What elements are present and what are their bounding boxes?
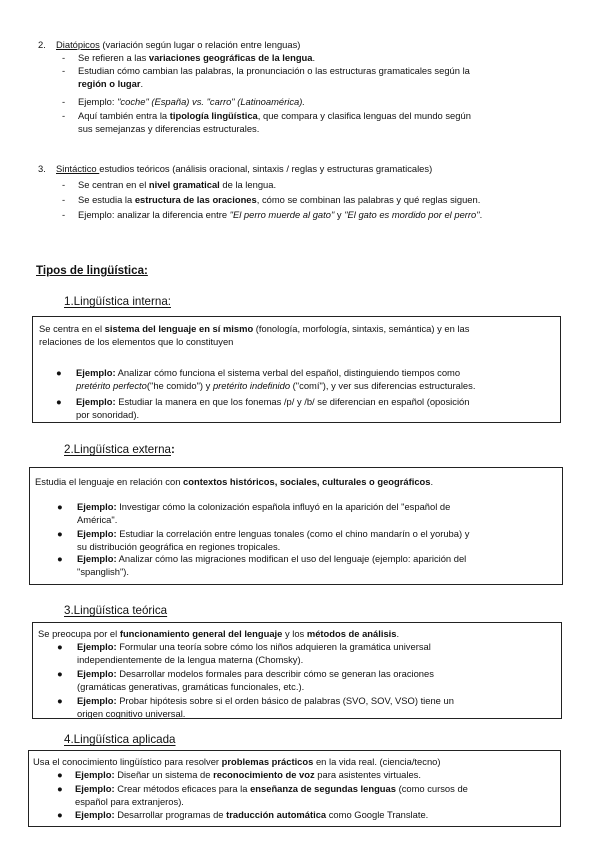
section-heading-interna: 1.Lingüística interna: — [64, 295, 171, 308]
section-box-teorica — [32, 622, 562, 719]
example-item: Ejemplo: Analizar cómo las migraciones modifican el uso del lenguaje (ejemplo: aparición del "spanglish"). — [77, 553, 467, 577]
example-item: Ejemplo: Estudiar la manera en que los fonemas /p/ y /b/ se diferencian en español (oposición por sonoridad). — [76, 396, 470, 420]
list-item-heading: Sintáctico estudios teóricos (análisis oracional, sintaxis / reglas y estructuras gramaticales) — [56, 163, 433, 174]
bullet-icon: ● — [57, 668, 63, 679]
section-intro: Estudia el lenguaje en relación con contextos históricos, sociales, culturales o geográficos. — [35, 476, 434, 487]
list-number: 3. — [38, 163, 46, 174]
example-item: Ejemplo: Analizar cómo funciona el sistema verbal del español, distinguiendo tiempos como pretérito perfecto("he comido") y pretérito indefinido ("comí"), y ver sus diferencias estructurales. — [76, 367, 476, 391]
list-item-heading: Diatópicos (variación según lugar o relación entre lenguas) — [56, 39, 301, 50]
example-item: Ejemplo: Investigar cómo la colonización española influyó en la aparición del "español de América". — [77, 501, 451, 525]
bullet-icon: ● — [57, 553, 63, 564]
section-intro: Se centra en el sistema del lenguaje en sí mismo (fonología, morfología, sintaxis, semántica) y en las relaciones de los elementos que lo constituyen — [39, 323, 470, 347]
section-heading-externa: 2.Lingüística externa: — [64, 443, 175, 456]
list-number: 2. — [38, 39, 46, 50]
bullet-icon: ● — [56, 396, 62, 407]
example-item: Ejemplo: Estudiar la correlación entre lenguas tonales (como el chino mandarín o el yoruba) y su distribución geográfica en regiones tropicales. — [77, 528, 470, 552]
example-item: Ejemplo: Desarrollar programas de traducción automática como Google Translate. — [75, 809, 429, 820]
bullet-icon: ● — [57, 783, 63, 794]
bullet-icon: ● — [57, 641, 63, 652]
bullet-icon: ● — [57, 809, 63, 820]
example-item: Ejemplo: Crear métodos eficaces para la enseñanza de segundas lenguas (como cursos de español para extranjeros). — [75, 783, 468, 807]
section-heading-aplicada: 4.Lingüística aplicada — [64, 733, 176, 746]
bullet-icon: ● — [57, 695, 63, 706]
section-intro: Se preocupa por el funcionamiento general del lenguaje y los métodos de análisis. — [38, 628, 400, 639]
bullet-icon: ● — [57, 769, 63, 780]
section-heading-teorica: 3.Lingüística teórica — [64, 604, 168, 617]
bullet-icon: ● — [57, 528, 63, 539]
example-item: Ejemplo: Diseñar un sistema de reconocimiento de voz para asistentes virtuales. — [75, 769, 421, 780]
section-box-aplicada — [28, 750, 561, 827]
example-item: Ejemplo: Probar hipótesis sobre si el orden básico de palabras (SVO, SOV, VSO) tiene un origen cognitivo universal. — [77, 695, 454, 719]
page-title: Tipos de lingüística: — [36, 264, 148, 277]
bullet-icon: ● — [56, 367, 62, 378]
section-intro: Usa el conocimiento lingüístico para resolver problemas prácticos en la vida real. (ciencia/tecno) — [33, 756, 441, 767]
example-item: Ejemplo: Desarrollar modelos formales para describir cómo se generan las oraciones (gramáticas generativas, gramáticas funcionales, etc.). — [77, 668, 434, 692]
bullet-icon: ● — [57, 501, 63, 512]
section-box-externa — [29, 467, 563, 585]
section-box-interna — [32, 316, 561, 423]
example-item: Ejemplo: Formular una teoría sobre cómo los niños adquieren la gramática universal independientemente de la lengua materna (Chomsky). — [77, 641, 431, 665]
